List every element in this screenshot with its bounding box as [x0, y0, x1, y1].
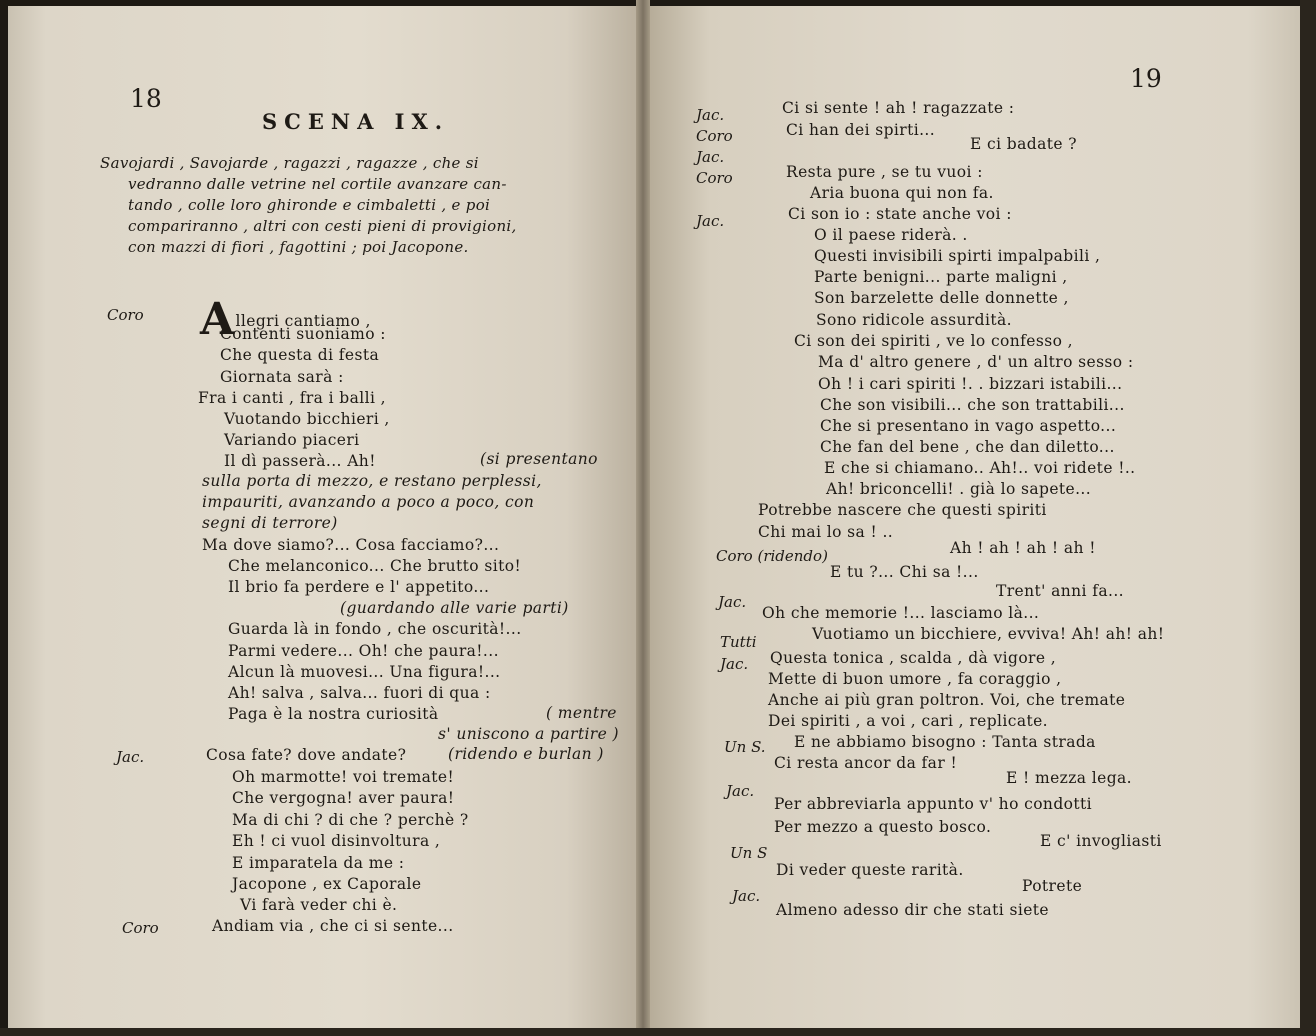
speaker-un-s: Un S. — [724, 738, 766, 756]
verse-line: Parte benigni... parte maligni , — [814, 268, 1068, 286]
verse-line: Resta pure , se tu vuoi : — [786, 163, 983, 181]
scene-title: SCENA IX. — [262, 109, 450, 134]
verse-line: Che fan del bene , che dan diletto... — [820, 438, 1115, 456]
verse-line: E ci badate ? — [970, 135, 1077, 153]
verse-line: Ci son dei spiriti , ve lo confesso , — [794, 332, 1073, 350]
stage-direction-line: tando , colle loro ghironde e cimbaletti , e poi — [128, 196, 491, 214]
verse-line: Ci son io : state anche voi : — [788, 205, 1012, 223]
verse-line: Per abbreviarla appunto v' ho condotti — [774, 795, 1092, 813]
stage-direction: sulla porta di mezzo, e restano perplessi, — [202, 472, 542, 490]
verse-line: Potrete — [1022, 877, 1083, 895]
speaker-jac: Jac. — [726, 782, 755, 800]
verse-line: Ah ! ah ! ah ! ah ! — [950, 539, 1096, 557]
verse-line: Son barzelette delle donnette , — [814, 289, 1069, 307]
verse-line: Che melanconico... Che brutto sito! — [228, 557, 522, 575]
verse-line: Ma d' altro genere , d' un altro sesso : — [818, 353, 1134, 371]
verse-line: Chi mai lo sa ! .. — [758, 523, 894, 541]
page-number-left: 18 — [130, 84, 162, 113]
verse-line: Che questa di festa — [220, 346, 380, 364]
stage-direction: segni di terrore) — [202, 514, 338, 532]
verse-line: Fra i canti , fra i balli , — [198, 389, 386, 407]
speaker-jac: Jac. — [696, 212, 725, 230]
book-edge — [1300, 0, 1316, 1036]
verse-line: Il brio fa perdere e l' appetito... — [228, 578, 490, 596]
speaker-jac: Jac. — [696, 148, 725, 166]
verse-line: Mette di buon umore , fa coraggio , — [768, 670, 1062, 688]
speaker-coro: Coro — [122, 919, 159, 937]
verse-line: Aria buona qui non fa. — [810, 184, 994, 202]
stage-direction: s' uniscono a partire ) — [438, 725, 619, 743]
speaker-jac: Jac. — [696, 106, 725, 124]
stage-direction: (guardando alle varie parti) — [340, 599, 569, 617]
verse-line: Contenti suoniamo : — [220, 325, 386, 343]
speaker-jac: Jac. — [732, 887, 761, 905]
stage-direction: (si presentano — [480, 450, 598, 468]
stage-direction-line: Savojardi , Savojarde , ragazzi , ragazze , che si — [100, 154, 479, 172]
verse-line: Parmi vedere... Oh! che paura!... — [228, 642, 499, 660]
verse-line: Che son visibili... che son trattabili... — [820, 396, 1125, 414]
speaker-coro: Coro (ridendo) — [716, 547, 828, 565]
speaker-jac: Jac. — [116, 748, 145, 766]
verse-line: Oh marmotte! voi tremate! — [232, 768, 455, 786]
verse-line: Anche ai più gran poltron. Voi, che tremate — [768, 691, 1126, 709]
verse-line: Ah! salva , salva... fuori di qua : — [228, 684, 491, 702]
book-gutter — [636, 0, 650, 1036]
verse-line: Oh ! i cari spiriti !. . bizzari istabili... — [818, 375, 1123, 393]
verse-line: Ci han dei spirti... — [786, 121, 936, 139]
verse-line: Almeno adesso dir che stati siete — [776, 901, 1049, 919]
verse-line: E c' invogliasti — [1040, 832, 1162, 850]
verse-line: E che si chiamano.. Ah!.. voi ridete !.. — [824, 459, 1136, 477]
verse-line: E ! mezza lega. — [1006, 769, 1132, 787]
drop-cap: A — [200, 294, 235, 345]
verse-line: Alcun là muovesi... Una figura!... — [228, 663, 501, 681]
verse-line: Il dì passerà... Ah! — [224, 452, 376, 470]
verse-line: Questi invisibili spirti impalpabili , — [814, 247, 1101, 265]
verse-line: Vuotiamo un bicchiere, evviva! Ah! ah! ah! — [812, 625, 1165, 643]
verse-line: Dei spiriti , a voi , cari , replicate. — [768, 712, 1048, 730]
verse-line: Ci resta ancor da far ! — [774, 754, 958, 772]
verse-line: Ma di chi ? di che ? perchè ? — [232, 811, 469, 829]
verse-line: Di veder queste rarità. — [776, 861, 964, 879]
verse-line: Andiam via , che ci si sente... — [212, 917, 454, 935]
verse-line: E ne abbiamo bisogno : Tanta strada — [794, 733, 1096, 751]
verse-line: Vuotando bicchieri , — [224, 410, 390, 428]
scene-stage-direction — [100, 153, 620, 258]
stage-direction-line: compariranno , altri con cesti pieni di provigioni, — [128, 217, 517, 235]
verse-line: Jacopone , ex Caporale — [232, 875, 422, 893]
speaker-tutti: Tutti — [720, 633, 757, 651]
page-number-right: 19 — [1130, 64, 1162, 93]
verse-line: Vi farà veder chi è. — [240, 896, 398, 914]
stage-direction-line: vedranno dalle vetrine nel cortile avanzare can- — [128, 175, 507, 193]
verse-line: Variando piaceri — [224, 431, 360, 449]
verse-line: Trent' anni fa... — [996, 582, 1124, 600]
speaker-jac: Jac. — [718, 593, 747, 611]
verse-line: Paga è la nostra curiosità — [228, 705, 439, 723]
verse-line: Oh che memorie !... lasciamo là... — [762, 604, 1040, 622]
verse-line: Per mezzo a questo bosco. — [774, 818, 992, 836]
speaker-coro: Coro — [107, 306, 144, 324]
verse-line: E imparatela da me : — [232, 854, 405, 872]
verse-line: Ci si sente ! ah ! ragazzate : — [782, 99, 1015, 117]
verse-line: E tu ?... Chi sa !... — [830, 563, 979, 581]
speaker-jac: Jac. — [720, 655, 749, 673]
stage-direction: ( mentre — [546, 704, 617, 722]
verse-line: Che vergogna! aver paura! — [232, 789, 455, 807]
table-edge — [0, 1028, 1316, 1036]
stage-direction: impauriti, avanzando a poco a poco, con — [202, 493, 535, 511]
verse-line: Potrebbe nascere che questi spiriti — [758, 501, 1047, 519]
speaker-coro: Coro — [696, 169, 733, 187]
verse-line: Cosa fate? dove andate? — [206, 746, 407, 764]
verse-line: Eh ! ci vuol disinvoltura , — [232, 832, 441, 850]
stage-direction-line: con mazzi di fiori , fagottini ; poi Jacopone. — [128, 238, 469, 256]
verse-line: Sono ridicole assurdità. — [816, 311, 1012, 329]
verse-line: Ah! briconcelli! . già lo sapete... — [826, 480, 1092, 498]
verse-line: Che si presentano in vago aspetto... — [820, 417, 1117, 435]
stage-direction: (ridendo e burlan ) — [448, 745, 604, 763]
verse-text: llegri cantiamo , — [235, 312, 371, 330]
verse-line: Questa tonica , scalda , dà vigore , — [770, 649, 1057, 667]
speaker-coro: Coro — [696, 127, 733, 145]
speaker-un-s: Un S — [730, 844, 768, 862]
verse-line: Ma dove siamo?... Cosa facciamo?... — [202, 536, 500, 554]
verse-line: Giornata sarà : — [220, 368, 344, 386]
verse-line: Guarda là in fondo , che oscurità!... — [228, 620, 522, 638]
verse-line: O il paese riderà. . — [814, 226, 968, 244]
